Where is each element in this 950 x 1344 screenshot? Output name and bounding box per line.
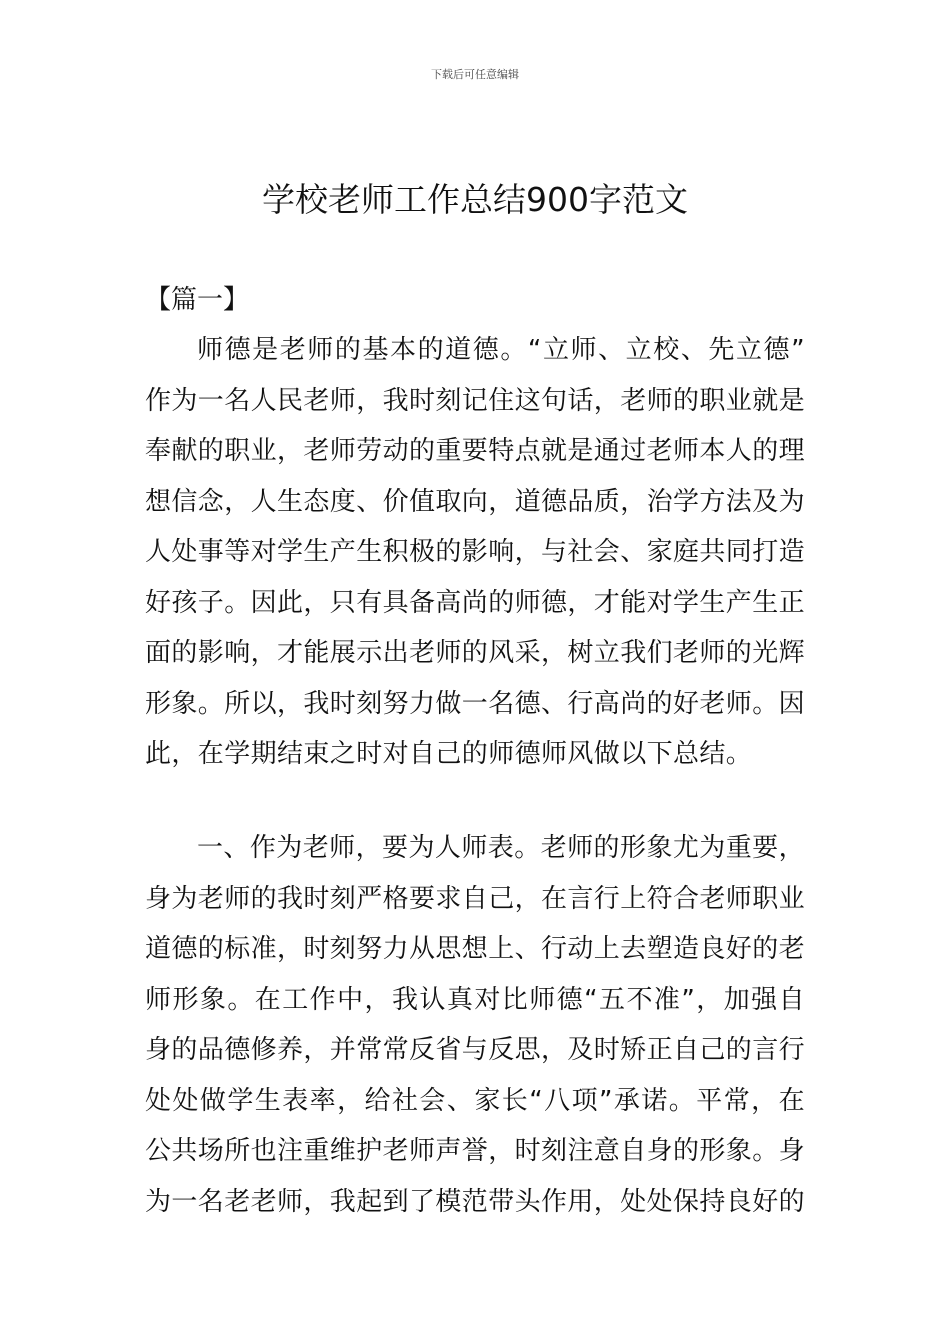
- paragraph-line: 此，在学期结束之时对自己的师德师风做以下总结。: [145, 739, 753, 769]
- paragraph-1: [145, 325, 805, 780]
- paragraph-line: 面的影响，才能展示出老师的风采，树立我们老师的光辉: [145, 638, 806, 668]
- paragraph-line: 身为老师的我时刻严格要求自己，在言行上符合老师职业: [145, 883, 806, 914]
- paragraph-line: 身的品德修养，并常常反省与反思，及时矫正自己的言行: [145, 1035, 806, 1065]
- paragraph-line: 处处做学生表率，给社会、家长“八项”承诺。平常，在: [145, 1085, 805, 1116]
- paragraph-line: 为一名老老师，我起到了模范带头作用，处处保持良好的: [145, 1186, 806, 1217]
- paragraph-line: 好孩子。因此，只有具备高尚的师德，才能对学生产生正: [145, 587, 806, 618]
- paragraph-line: 作为一名人民老师，我时刻记住这句话，老师的职业就是: [145, 385, 806, 416]
- paragraph-line: 奉献的职业，老师劳动的重要特点就是通过老师本人的理: [145, 436, 806, 466]
- paragraph-line: 公共场所也注重维护老师声誉，时刻注意自身的形象。身: [145, 1136, 806, 1166]
- paragraph-line: 师德是老师的基本的道德。“立师、立校、先立德”: [197, 335, 805, 365]
- header-note: 下载后可任意编辑: [431, 68, 519, 81]
- paragraph-line: 形象。所以，我时刻努力做一名德、行高尚的好老师。因: [145, 688, 806, 719]
- paragraph-line: 道德的标准，时刻努力从思想上、行动上去塑造良好的老: [145, 934, 806, 964]
- paragraph-line: 一、作为老师，要为人师表。老师的形象尤为重要，: [197, 833, 805, 863]
- document-title: 学校老师工作总结900字范文: [262, 180, 688, 219]
- section-label: 【篇一】: [145, 285, 250, 315]
- paragraph-2: [145, 823, 805, 1227]
- paragraph-line: 想信念，人生态度、价值取向，道德品质，治学方法及为: [145, 486, 806, 517]
- paragraph-line: 师形象。在工作中，我认真对比师德“五不准”，加强自: [145, 984, 805, 1015]
- paragraph-line: 人处事等对学生产生积极的影响，与社会、家庭共同打造: [145, 537, 806, 567]
